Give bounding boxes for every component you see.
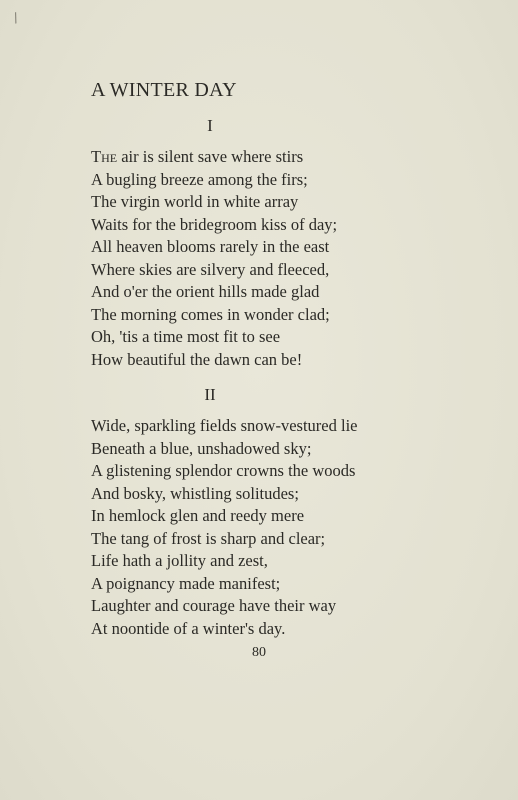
pencil-mark: / bbox=[11, 9, 22, 28]
poem-line: Wide, sparkling fields snow-vestured lie bbox=[91, 416, 358, 435]
poem-line: Life hath a jollity and zest, bbox=[91, 551, 268, 570]
poem-line: Laughter and courage have their way bbox=[91, 596, 337, 615]
poem-line: Beneath a blue, unshadowed sky; bbox=[91, 438, 312, 458]
poem-title: A WINTER DAY bbox=[91, 79, 237, 101]
poem-line: In hemlock glen and reedy mere bbox=[91, 506, 305, 525]
stanza-1 bbox=[91, 146, 411, 371]
poem-line: Where skies are silvery and fleeced, bbox=[91, 259, 330, 279]
poem-line: And o'er the orient hills made glad bbox=[91, 282, 320, 301]
poem-line: A poignancy made manifest; bbox=[91, 573, 281, 593]
poem-line: A glistening splendor crowns the woods bbox=[91, 461, 356, 480]
poem-line: The tang of frost is sharp and clear; bbox=[91, 528, 326, 548]
poem-line: A bugling breeze among the firs; bbox=[91, 169, 308, 189]
section-numeral-1: I bbox=[207, 116, 213, 135]
poem-line: All heaven blooms rarely in the east bbox=[91, 237, 330, 256]
poem-line: Waits for the bridegroom kiss of day; bbox=[91, 214, 338, 234]
poem-line: The morning comes in wonder clad; bbox=[91, 304, 330, 324]
poem-line: The air is silent save where stirs bbox=[91, 147, 304, 166]
poem-line: Oh, 'tis a time most fit to see bbox=[91, 327, 281, 346]
poem-line: How beautiful the dawn can be! bbox=[91, 349, 303, 369]
poem bbox=[91, 78, 411, 640]
page-number: 80 bbox=[252, 645, 266, 660]
stanza-2 bbox=[91, 415, 411, 640]
poem-line: At noontide of a winter's day. bbox=[91, 618, 286, 638]
poem-line: And bosky, whistling solitudes; bbox=[91, 483, 299, 503]
drop-word: The bbox=[91, 147, 118, 166]
section-numeral-2: II bbox=[204, 385, 216, 404]
poem-line: The virgin world in white array bbox=[91, 192, 299, 211]
